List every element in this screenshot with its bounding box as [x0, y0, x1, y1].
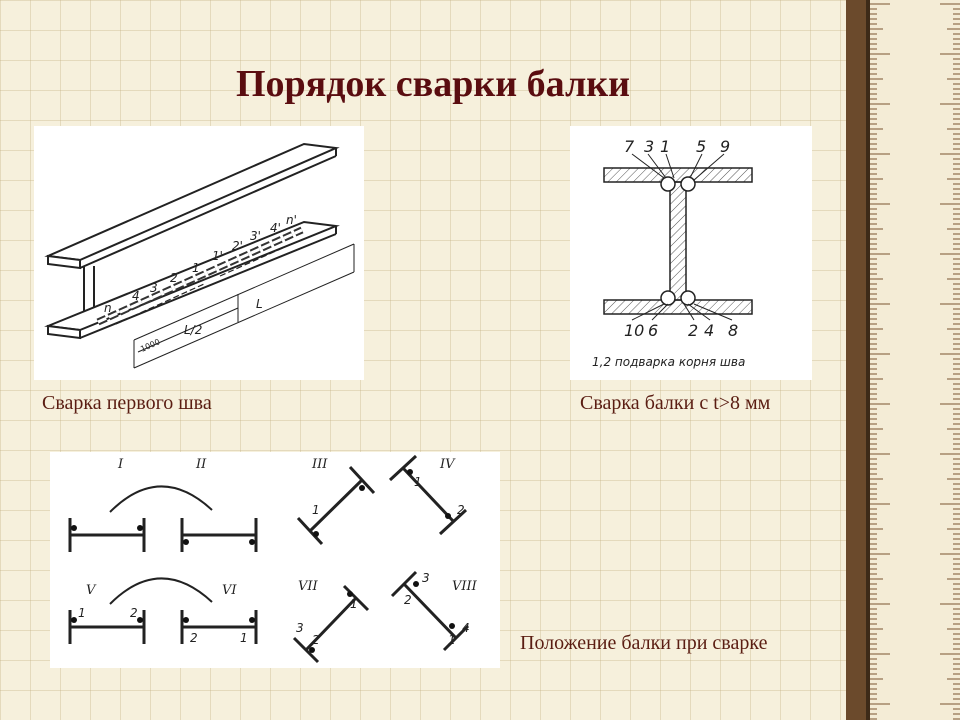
- seq-label-1p: 1': [212, 249, 223, 263]
- seq-label-3: 3: [150, 281, 158, 295]
- seq-label-1: 1: [192, 261, 200, 275]
- weld-number: 1: [312, 503, 320, 517]
- weld-number: 3: [422, 571, 430, 585]
- weld-number: 3: [296, 621, 304, 635]
- weld-number: 1: [414, 475, 422, 489]
- section-top-label: 3: [644, 137, 655, 156]
- weld-number: 4: [462, 621, 470, 635]
- section-bottom-label: 4: [704, 321, 715, 340]
- section-web: [670, 182, 686, 300]
- section-note: 1,2 подварка корня шва: [592, 355, 746, 369]
- weld-number: 2: [312, 633, 320, 647]
- section-bottom-label: 8: [728, 321, 739, 340]
- beam-isometric-figure: [34, 126, 364, 380]
- dim-1000-label: 1000: [139, 337, 162, 354]
- section-bottom-label: 2: [688, 321, 699, 340]
- weld-number: 1: [240, 631, 248, 645]
- position-label: III: [312, 457, 328, 472]
- dim-full-label: L: [256, 297, 263, 311]
- weld-number: 1: [78, 606, 86, 620]
- seq-label-2: 2: [170, 271, 178, 285]
- section-top-label: 1: [660, 137, 671, 156]
- position-label: V: [86, 583, 96, 598]
- section-bottom-label: 6: [648, 321, 659, 340]
- seq-label-3p: 3': [250, 229, 261, 243]
- slide-title: Порядок сварки балки: [235, 63, 631, 105]
- weld-number: 2: [404, 593, 412, 607]
- section-bottom-flange: [604, 300, 752, 314]
- caption-first-weld: Сварка первого шва: [42, 392, 212, 414]
- weld-number: 2: [190, 631, 198, 645]
- position-label: VII: [298, 579, 318, 594]
- position-label: I: [118, 457, 124, 472]
- seq-label-4p: 4': [270, 221, 281, 235]
- caption-beam-position: Положение балки при сварке: [520, 632, 768, 654]
- position-label: VI: [222, 583, 237, 598]
- weld-number: 2: [130, 606, 138, 620]
- beam-section-figure: [570, 126, 812, 380]
- weld-number: 2: [457, 503, 465, 517]
- weld-number: 1: [350, 597, 358, 611]
- position-label: VIII: [452, 579, 477, 594]
- section-top-label: 7: [624, 137, 635, 156]
- decorative-ruler: [846, 0, 960, 720]
- section-top-label: 9: [720, 137, 731, 156]
- seq-label-2p: 2': [232, 239, 243, 253]
- seq-label-n: n: [104, 301, 112, 315]
- caption-beam-thick: Сварка балки с t>8 мм: [580, 392, 771, 414]
- seq-label-4: 4: [132, 289, 140, 303]
- seq-label-np: n': [286, 213, 297, 227]
- section-top-flange: [604, 168, 752, 182]
- dim-half-label: L/2: [184, 323, 203, 337]
- position-label: II: [196, 457, 207, 472]
- section-top-label: 5: [696, 137, 707, 156]
- position-label: IV: [440, 457, 455, 472]
- beam-positions-figure: [50, 452, 500, 668]
- section-bottom-label: 10: [624, 321, 645, 340]
- weld-number: 1: [448, 633, 456, 647]
